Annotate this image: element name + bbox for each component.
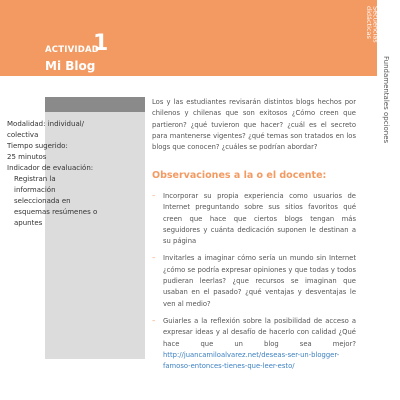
modalidad-value: colectiva — [7, 131, 39, 139]
list-item — [152, 316, 356, 372]
observations-title: Observaciones a la o el docente: — [152, 170, 327, 181]
tiempo-value: 25 minutos — [7, 153, 47, 161]
observations-list — [152, 191, 356, 378]
activity-info-text — [7, 119, 99, 229]
bullet-text: Incorporar su propia experiencia como usuarios de Internet preguntando sobre sus sitios favoritos qué creen que hace que ciertos blogs tengan más seguidores y cuánta dedicación suponen le destinan a su página — [163, 192, 356, 246]
bullet-text: Invitarles a imaginar cómo sería un mundo sin Internet ¿cómo se podría expresar opiniones y que todas y todos pudieran leerlas? ¿que recursos se imaginan que usaban en el pasado? ¿qué ventajas y desventajas le ven al medio? — [163, 254, 356, 308]
bullet-icon: – — [152, 254, 156, 263]
list-item — [152, 191, 356, 247]
bullet-icon: – — [152, 316, 156, 325]
blog-link[interactable]: http://juancamiloalvarez.net/deseas-ser-un-blogger-famoso-entonces-tienes-que-leer-esto/ — [163, 350, 340, 371]
indicador-line-4: apuntes — [14, 219, 43, 227]
activity-header — [0, 0, 364, 76]
section-tab-label: Secuencias didácticas — [364, 6, 380, 43]
indicador-label: Indicador de evaluación: — [7, 164, 94, 172]
indicador-line-2: seleccionada en — [14, 197, 71, 205]
main-content — [152, 97, 356, 153]
tiempo-label: Tiempo sugerido: — [7, 142, 68, 150]
indicador-line-3: esquemas resúmenes o — [14, 208, 98, 216]
indicador-line-1: Registran la información — [14, 175, 56, 194]
modalidad: Modalidad: individual/ — [7, 120, 85, 128]
bullet-icon: – — [152, 192, 156, 200]
list-item — [152, 253, 356, 309]
bullet-text: Guiarles a la reflexión sobre la posibilidad de acceso a expresar ideas y al desafío de hacerlo con calidad ¿Qué hace que un blog sea mejor? — [163, 316, 356, 348]
activity-label: ACTIVIDAD — [45, 45, 100, 55]
activity-number: 1 — [93, 31, 109, 56]
info-box-header — [45, 97, 145, 112]
section-name: Fundamentales opciones — [382, 56, 390, 144]
activity-title: Mi Blog — [45, 59, 96, 73]
intro-paragraph: Los y las estudiantes revisarán distintos blogs hechos por chilenos y chilenas que son exitosos ¿Cómo creen que partieron? ¿qué tuvieron que hacer? ¿cuál es el secreto para mantenerse vigentes? ¿qué temas son tratados en los blogs que conocen? ¿cuáles se podrían abordar? — [152, 98, 356, 152]
